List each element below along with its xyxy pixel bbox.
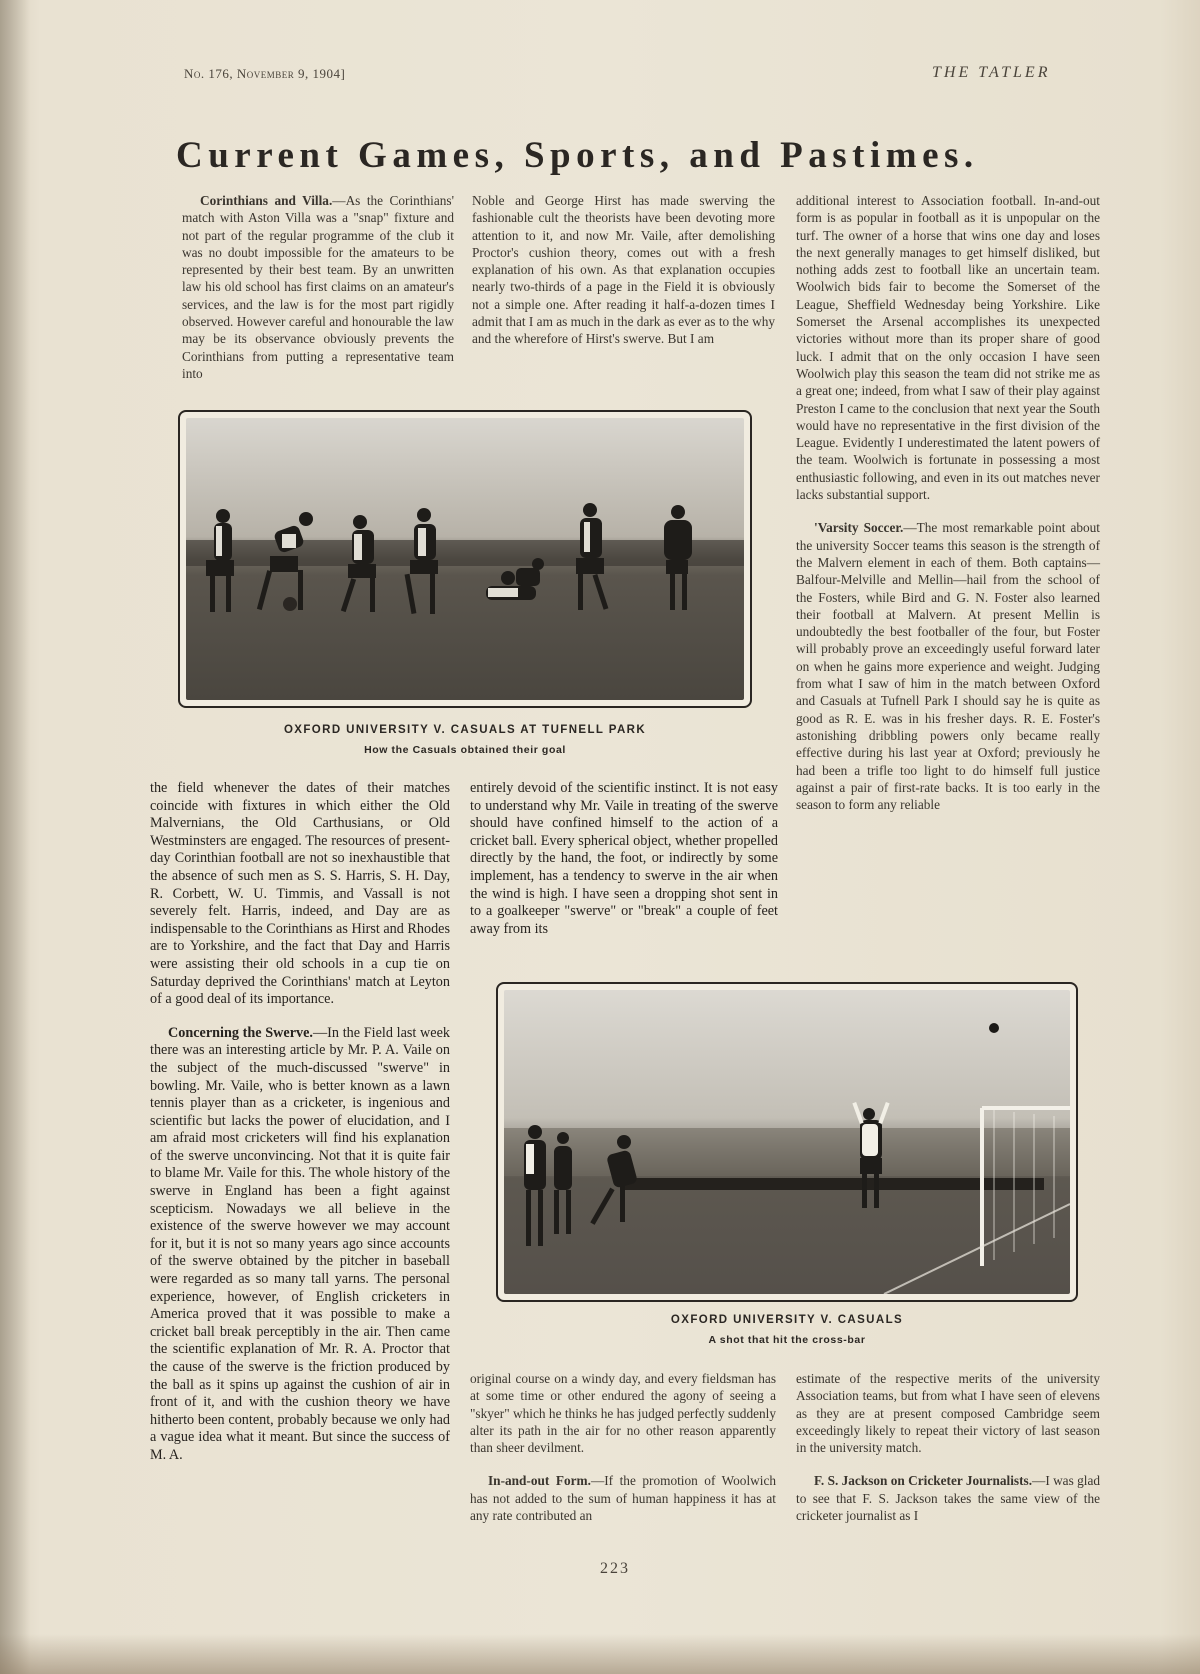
photo-frame-1 [178,410,752,708]
photo2-caption-subtitle: A shot that hit the cross-bar [708,1334,866,1346]
section-lead-in-and-out: In-and-out Form. [488,1473,591,1489]
middle-column-2 [470,780,778,938]
paragraph-swerve-cont: Noble and George Hirst has made swerving the fashionable cult the theorists have been devoting more attention to it, and now Mr. Vaile, after demolishing Proctor's cushion theory, comes out with a fresh explanation of his own. As that explanation occupies nearly two-thirds of a page in the Field it is obviously not a simple one. After reading it half-a-dozen times I admit that I am as much in the dark as ever as to the why and the wherefore of Hirst's swerve. But I am [472,193,775,347]
magazine-title: THE TATLER [932,64,1051,81]
football-scene-illustration [186,418,744,700]
section-text-in-and-out: —If the promotion of Woolwich has not added to the sum of human happiness it has at any rate contributed an [470,1473,776,1524]
page-number: 223 [600,1560,630,1577]
upper-column-2 [472,192,775,348]
goalmouth-illustration [504,990,1070,1294]
photo-frame-2 [496,982,1078,1302]
football-match-photo [186,418,744,700]
section-text-varsity: —The most remarkable point about the university Soccer teams this season is the strength of the Malvern element in each of them. Both captains—Balfour-Melville and Mellin—hail from the school of the Fosters, while Bird and G. N. Foster also learned their football at Malvern. At present Mellin is undoubtedly the best footballer of the four, but Foster will probably prove an exceedingly useful forward later on when he gains more experience and weight. Judging from what I saw of him in the match between Oxford and Casuals at Tufnell Park I should say he is quite as good as R. E. was in his fresher days. R. E. Foster's astonishing dribbling powers only became really effective during his last year at Oxford; previously he had been a trifle too light to do himself full justice against a pair of first-rate backs. It is too early in the season to form any reliable [796,520,1100,813]
section-lead-varsity: 'Varsity Soccer. [814,520,904,536]
lower-column-3 [796,1370,1100,1524]
photo2-caption-title: OXFORD UNIVERSITY V. CASUALS [670,1314,904,1326]
lower-column-2 [470,1370,776,1524]
goalmouth-photo [504,990,1070,1294]
section-text-jackson: —I was glad to see that F. S. Jackson takes the same view of the cricketer journalist as I [796,1473,1100,1524]
section-lead-corinthians: Corinthians and Villa. [200,193,333,208]
section-text-corinthians: —As the Corinthians' match with Aston Villa was a "snap" fixture and not part of the regular programme of the club it was no doubt impossible for the amateurs to be represented by their best team. By an unwritten law his old school has first claims on an amateur's services, and the law is for the most part rigidly observed. However careful and honourable the law may be its observance obviously prevents the Corinthians from putting a representative team into [182,193,454,381]
middle-column-1 [150,780,450,1465]
issue-header: No. 176, November 9, 1904] [184,66,346,81]
section-text-swerve: —In the Field last week there was an interesting article by Mr. P. A. Vaile on the subject of the much-discussed "swerve" in bowling. Mr. Vaile, who is better known as a lawn tennis player than as a cricketer, is ingenious and scientific but lacks the power of elucidation, and I am afraid most cricketers will find his explanation of the swerve unconvincing. Not that it is quite fair to blame Mr. Vaile for this. The whole history of the swerve in England has been a fight against scepticism. Nowadays we all believe in the existence of the swerve however we may account for it, but it is not so many years ago since accounts of the swerve obtained by the pitcher in baseball were regarded as so many tall yarns. The personal experience, however, of English cricketers in America proved that it was possible to make a cricket ball break perceptibly in the air. Then came the scientific explanation of Mr. R. A. Proctor that the cause of the swerve is the friction produced by the ball as it spins up against the cushion of air in front of it, and with the cushion theory we have hitherto been content, probably because we only had a vague idea what it meant. But since the success of M. A. [150,1024,450,1463]
paragraph-in-and-out-cont: additional interest to Association football. In-and-out form is as popular in football as it is unpopular on the turf. The owner of a horse that wins one day and loses the next generally manages to get himself disliked, but nothing adds zest to football like an uncertain team. Woolwich bids fair to become the Somerset of the League, Sheffield Wednesday being Yorkshire. Like Somerset the Arsenal accomplishes its unexpected victories without more than its proper share of good luck. I admit that on the only occasion I have seen Woolwich play this season the team did not strike me as a great one; indeed, from what I saw of their play against Preston I came to the conclusion that next year the South would have no representative in the first division of the League. Evidently I underestimated the latent powers of the team. Woolwich is fortunate in possessing a most enthusiastic following, and even in its out matches never lacks substantial support. [796,193,1100,503]
paragraph-varsity-cont: estimate of the respective merits of the university Association teams, but from what I have seen of elevens as they are at present composed Cambridge seem exceedingly likely to repeat their victory of last season in the university match. [796,1371,1100,1456]
page-edge-shadow [0,0,30,1674]
paragraph-swerve-physics: entirely devoid of the scientific instinct. It is not easy to understand why Mr. Vaile in treating of the swerve should have confined himself to the action of a cricket ball. Every spherical object, whether propelled directly by the hand, the foot, or indirectly by some implement, has a tendency to swerve in the air when the wind is high. I have seen a dropping shot sent in to a goalkeeper "swerve" or "break" a couple of feet away from its [470,780,778,937]
photo1-caption-title: OXFORD UNIVERSITY V. CASUALS AT TUFNELL PARK [283,724,647,736]
photo1-caption-subtitle: How the Casuals obtained their goal [364,744,566,756]
page-bottom-shade [0,1634,1200,1674]
section-lead-swerve: Concerning the Swerve. [168,1024,313,1041]
upper-column-1 [182,192,454,382]
upper-column-3 [796,192,1100,813]
section-lead-jackson: F. S. Jackson on Cricketer Journalists. [814,1473,1033,1489]
paragraph-corinthians-cont: the field whenever the dates of their matches coincide with fixtures in which either the Old Malvernians, the Old Carthusians, or Old Westminsters are engaged. The resources of present-day Corinthian football are not so inexhaustible that the absence of such men as S. S. Harris, S. H. Day, R. Corbett, W. U. Timmis, and Vassall is not severely felt. Harris, indeed, and Day are as indispensable to the Corinthians as Hirst and Rhodes are to Yorkshire, and the fact that Day and Harris were assisting their old schools in a cup tie on Saturday deprived the Corinthians' match at Leyton of a good deal of its importance. [150,780,450,1008]
page-headline: Current Games, Sports, and Pastimes. [176,135,979,176]
paragraph-skyer: original course on a windy day, and every fieldsman has at some time or other endured the agony of seeing a "skyer" which he thinks he has judged perfectly suddenly alter its path in the air for no other reason apparently than sheer devilment. [470,1371,776,1456]
